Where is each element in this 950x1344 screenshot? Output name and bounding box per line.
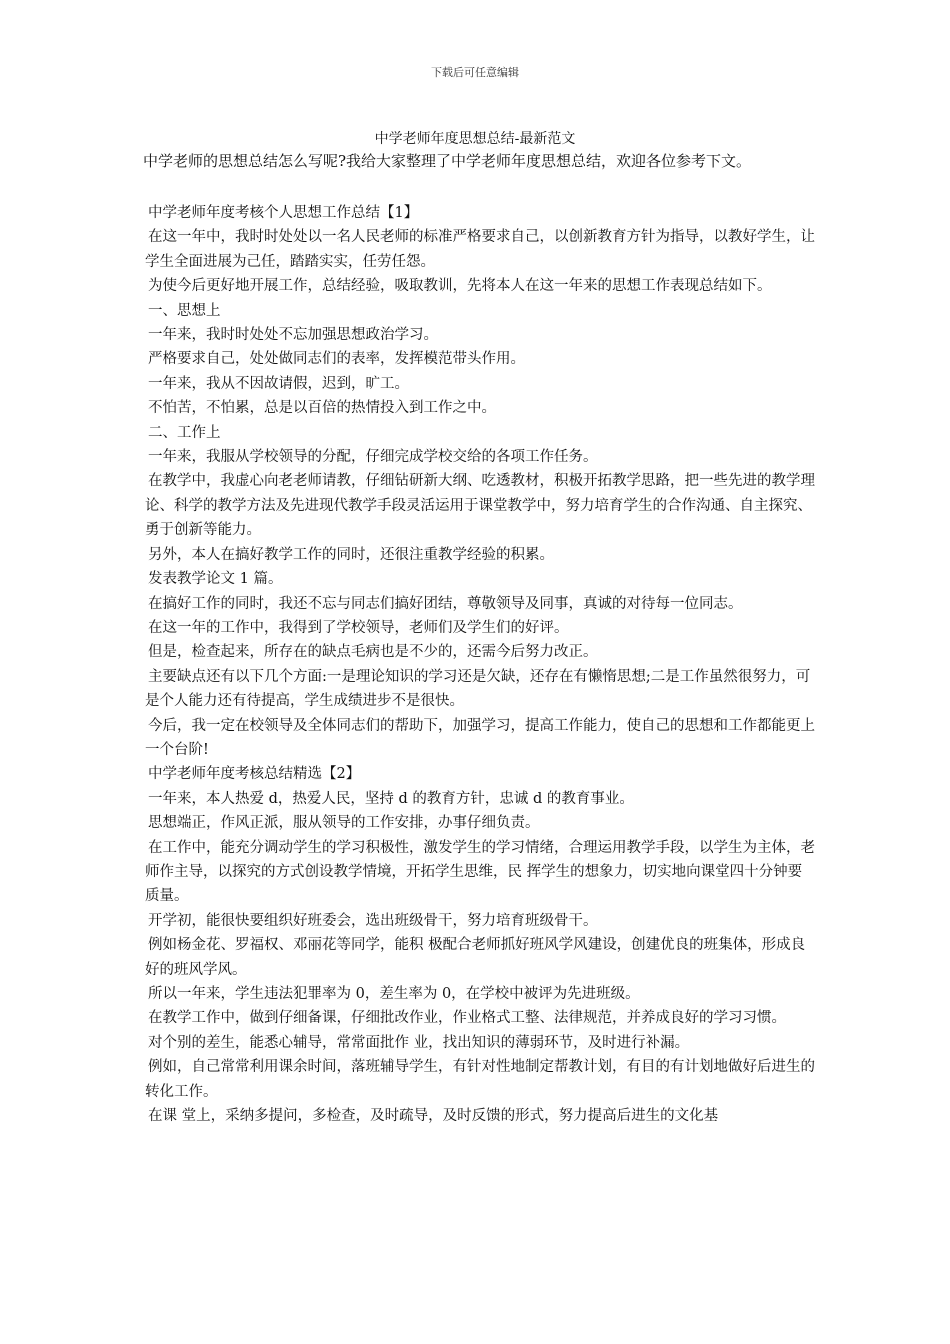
body-paragraph: 不怕苦，不怕累，总是以百倍的热情投入到工作之中。 [148, 400, 496, 417]
body-paragraph: 在教学中，我虚心向老老师请教，仔细钻研新大纲、吃透教材，积极开拓教学思路，把一些先进的教学理论、科学的教学方法及先进现代教学手段灵活运用于课堂教学中，努力培育学生的合作沟通、自主探究、勇于创新等能力。 [145, 473, 815, 539]
body-paragraph: 另外，本人在搞好教学工作的同时，还很注重教学经验的积累。 [148, 546, 554, 563]
intro-paragraph: 中学老师的思想总结怎么写呢?我给大家整理了中学老师年度思想总结，欢迎各位参考下文。 [143, 152, 752, 170]
body-paragraph: 在这一年的工作中，我得到了学校领导，老师们及学生们的好评。 [148, 619, 569, 636]
body-paragraph: 严格要求自己，处处做同志们的表率，发挥模范带头作用。 [148, 351, 525, 368]
body-paragraph: 在搞好工作的同时，我还不忘与同志们搞好团结，尊敬领导及同事，真诚的对待每一位同志。 [148, 595, 743, 612]
body-paragraph: 为使今后更好地开展工作，总结经验，吸取教训，先将本人在这一年来的思想工作表现总结如下。 [148, 278, 772, 295]
body-paragraph: 一年来，我服从学校领导的分配，仔细完成学校交给的各项工作任务。 [148, 449, 598, 466]
body-paragraph: 但是，检查起来，所存在的缺点毛病也是不少的，还需今后努力改正。 [148, 644, 598, 661]
body-paragraph: 所以一年来，学生违法犯罪率为 0，差生率为 0，在学校中被评为先进班级。 [148, 986, 640, 1002]
document-title: 中学老师年度思想总结-最新范文 [374, 131, 576, 147]
body-paragraph: 二、工作上 [148, 424, 221, 441]
body-paragraph: 主要缺点还有以下几个方面:一是理论知识的学习还是欠缺，还存在有懒惰思想;二是工作虽然很努力，可是个人能力还有待提高，学生成绩进步不是很快。 [145, 668, 811, 710]
body-paragraph: 发表教学论文 1 篇。 [148, 571, 283, 588]
body-paragraph: 在课 堂上，采纳多提问，多检查，及时疏导，及时反馈的形式，努力提高后进生的文化基 [148, 1108, 719, 1125]
body-paragraph: 在教学工作中，做到仔细备课，仔细批改作业，作业格式工整、法律规范，并养成良好的学习习惯。 [148, 1010, 786, 1027]
header-note: 下载后可任意编辑 [431, 66, 519, 79]
body-paragraph: 一年来，本人热爱 d，热爱人民，坚持 d 的教育方针，忠诚 d 的教育事业。 [148, 790, 634, 807]
body-paragraph: 例如，自己常常利用课余时间，落班辅导学生，有针对性地制定帮教计划，有目的有计划地做好后进生的转化工作。 [145, 1059, 815, 1100]
body-paragraph: 一年来，我时时处处不忘加强思想政治学习。 [148, 327, 438, 344]
body-paragraph: 中学老师年度考核总结精选【2】 [148, 766, 361, 783]
body-paragraph: 对个别的差生，能悉心辅导，常常面批作 业，找出知识的薄弱环节，及时进行补漏。 [148, 1034, 690, 1051]
body-paragraph: 在这一年中，我时时处处以一名人民老师的标准严格要求自己，以创新教育方针为指导，以教好学生，让学生全面进展为己任，踏踏实实，任劳任怨。 [145, 229, 815, 270]
body-paragraph: 一年来，我从不因故请假，迟到，旷工。 [148, 375, 409, 392]
document-body [145, 201, 815, 1128]
body-paragraph: 中学老师年度考核个人思想工作总结【1】 [148, 205, 419, 221]
body-paragraph: 在工作中，能充分调动学生的学习积极性，激发学生的学习情绪，合理运用教学手段，以学生为主体，老师作主导，以探究的方式创设教学情境，开拓学生思维，民 挥学生的想象力，切实地向课堂四十分钟要质量。 [145, 839, 815, 905]
body-paragraph: 今后，我一定在校领导及全体同志们的帮助下，加强学习，提高工作能力，使自己的思想和工作都能更上一个台阶! [145, 717, 815, 758]
body-paragraph: 例如杨金花、罗福权、邓丽花等同学，能积 极配合老师抓好班风学风建设，创建优良的班集体，形成良好的班风学风。 [145, 937, 806, 978]
body-paragraph: 开学初，能很快要组织好班委会，选出班级骨干，努力培育班级骨干。 [148, 912, 598, 929]
body-paragraph: 思想端正，作风正派，服从领导的工作安排，办事仔细负责。 [148, 815, 540, 832]
body-paragraph: 一、思想上 [148, 302, 221, 319]
